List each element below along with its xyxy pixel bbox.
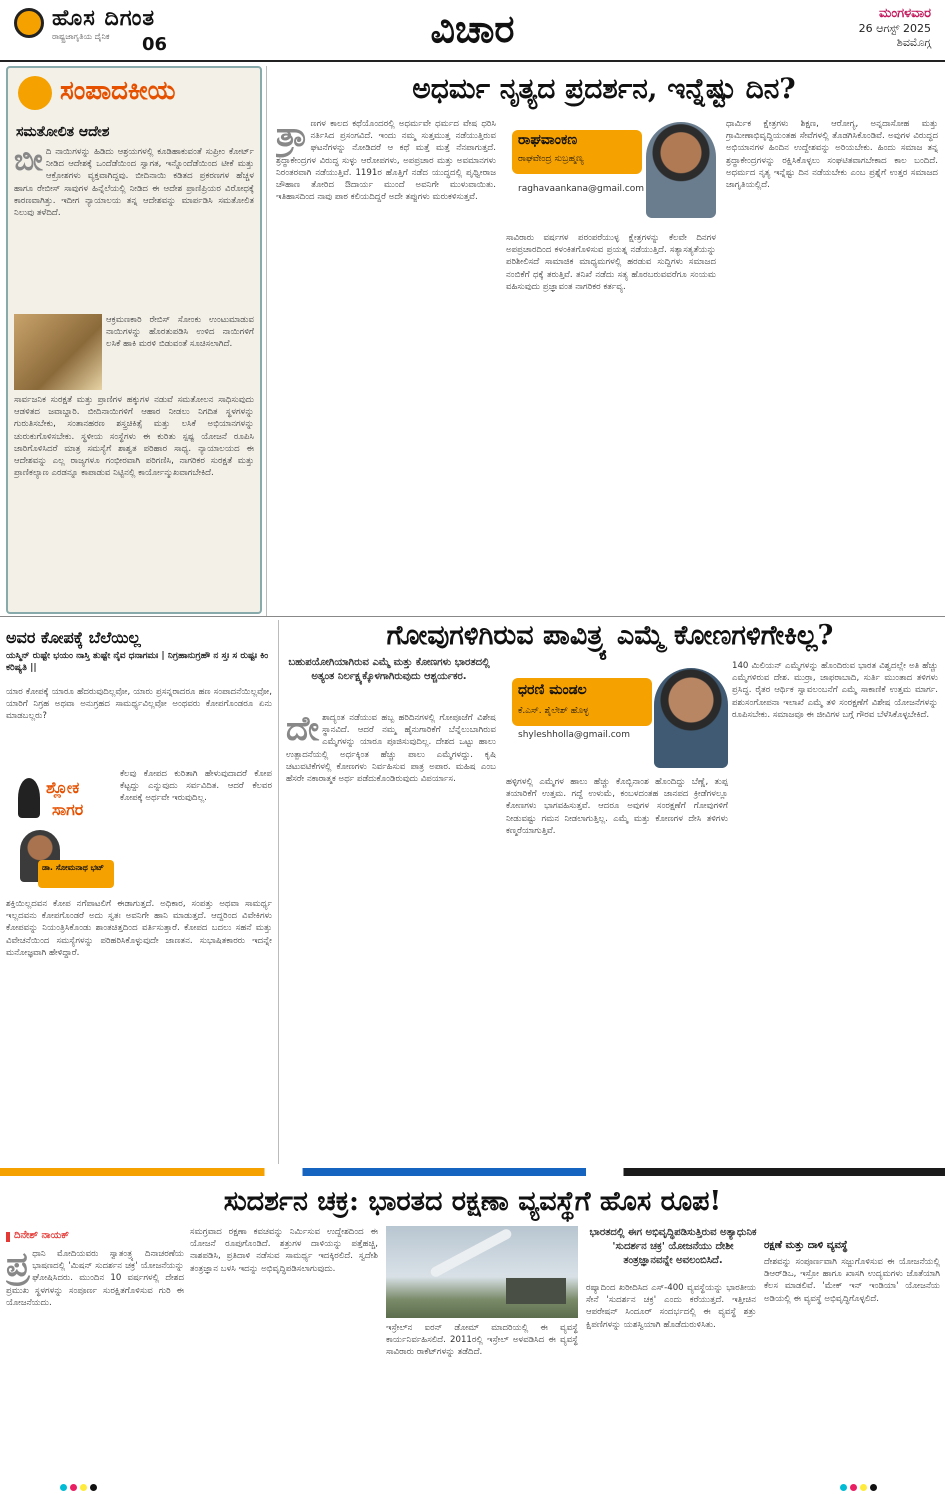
date-label: 26 ಆಗಸ್ಟ್ 2025 xyxy=(858,22,931,36)
edition-city: ಶಿವಮೊಗ್ಗ xyxy=(896,36,931,49)
author-photo xyxy=(654,668,728,768)
editorial-body-continued: ಸಾರ್ವಜನಿಕ ಸುರಕ್ಷತೆ ಮತ್ತು ಪ್ರಾಣಿಗಳ ಹಕ್ಕುಗಳ ನಡುವೆ ಸಮತೋಲನ ಸಾಧಿಸುವುದು ಆಡಳಿತದ ಜವಾಬ್ದಾರಿ. ಬೀದಿನಾಯಿಗಳಿಗೆ ಆಹಾರ ನೀಡಲು ನಿಗದಿತ ಸ್ಥಳಗಳನ್ನು ಗುರುತಿಸಬೇಕು, ಸಂತಾನಹರಣ ಶಸ್ತ್ರಚಿಕಿತ್ಸೆ ಮತ್ತು ಲಸಿಕೆ ಅಭಿಯಾನಗಳನ್ನು ಚುರುಕುಗೊಳಿಸಬೇಕು. ಸ್ಥಳೀಯ ಸಂಸ್ಥೆಗಳು ಈ ಕುರಿತು ಸ್ಪಷ್ಟ ಯೋಜನೆ ರೂಪಿಸಿ ಜಾರಿಗೊಳಿಸಿದರೆ ಮಾತ್ರ ಸಮಸ್ಯೆಗೆ ಶಾಶ್ವತ ಪರಿಹಾರ ಸಾಧ್ಯ. ನ್ಯಾಯಾಲಯದ ಈ ಆದೇಶವನ್ನು ಎಲ್ಲ ರಾಜ್ಯಗಳೂ ಗಂಭೀರವಾಗಿ ಪರಿಗಣಿಸಿ, ನಾಗರಿಕರ ಸುರಕ್ಷತೆ ಮತ್ತು ಪ್ರಾಣಿಕಲ್ಯಾಣ ಎರಡನ್ನೂ ಕಾಪಾಡುವ ನಿಟ್ಟಿನಲ್ಲಿ ಕಾರ್ಯೋನ್ಮುಖವಾಗಬೇಕಿದೆ. xyxy=(14,395,254,479)
stray-dogs-photo xyxy=(14,314,102,390)
oil-lamp-icon xyxy=(18,778,40,818)
article1-drop-cap: ತ್ರಾ xyxy=(276,118,308,155)
editorial-label: ಸಂಪಾದಕೀಯ xyxy=(60,76,176,106)
byline-author: ದಿನೇಶ್ ನಾಯಕ್ xyxy=(14,1230,70,1241)
registration-dot xyxy=(850,1484,857,1491)
article3-subhead: ರಕ್ಷಣೆ ಮತ್ತು ದಾಳಿ ವ್ಯವಸ್ಥೆ xyxy=(764,1240,848,1251)
article2-column-2: ಹಳ್ಳಿಗಳಲ್ಲಿ ಎಮ್ಮೆಗಳ ಹಾಲು ಹೆಚ್ಚು ಕೊಬ್ಬಿನಾಂಶ ಹೊಂದಿದ್ದು ಬೆಣ್ಣೆ, ತುಪ್ಪ ತಯಾರಿಕೆಗೆ ಉತ್ತಮ. ಗದ್ದೆ ಉಳುಮೆ, ಕಂಬಳದಂತಹ ಜಾನಪದ ಕ್ರೀಡೆಗಳಲ್ಲೂ ಕೋಣಗಳು ಭಾಗವಹಿಸುತ್ತವೆ. ಆದರೂ ಅವುಗಳ ಸಂರಕ್ಷಣೆಗೆ ಗೋವುಗಳಿಗೆ ನೀಡುವಷ್ಟು ಗಮನ ನೀಡಲಾಗುತ್ತಿಲ್ಲ. ಎಮ್ಮೆ ಮತ್ತು ಕೋಣಗಳ ದೇಸಿ ತಳಿಗಳು ಕಣ್ಮರೆಯಾಗುತ್ತಿವೆ. xyxy=(506,777,728,836)
day-label: ಮಂಗಳವಾರ xyxy=(878,6,931,21)
article3-column-2: ಸಮಗ್ರವಾದ ರಕ್ಷಣಾ ಕವಚವನ್ನು ನಿರ್ಮಿಸುವ ಉದ್ದೇಶದಿಂದ ಈ ಯೋಜನೆ ರೂಪುಗೊಂಡಿದೆ. ಶತ್ರುಗಳ ದಾಳಿಯನ್ನು ಪತ್ತೆಹಚ್ಚಿ, ನಾಶಪಡಿಸಿ, ಪ್ರತಿದಾಳಿ ನಡೆಸುವ ಸಾಮರ್ಥ್ಯ ಇದಕ್ಕಿರಲಿದೆ. ಸ್ವದೇಶಿ ತಂತ್ರಜ್ಞಾನ ಬಳಸಿ ಇದನ್ನು ಅಭಿವೃದ್ಧಿಪಡಿಸಲಾಗುವುದು. xyxy=(190,1227,378,1274)
article3-column-4: ರಷ್ಯಾದಿಂದ ಖರೀದಿಸಿದ ಎಸ್-400 ವ್ಯವಸ್ಥೆಯನ್ನು ಭಾರತೀಯ ಸೇನೆ 'ಸುದರ್ಶನ ಚಕ್ರ' ಎಂದು ಕರೆಯುತ್ತದೆ. ಇತ್ತೀಚಿನ ಆಪರೇಷನ್ ಸಿಂದೂರ್ ಸಂದರ್ಭದಲ್ಲಿ ಈ ವ್ಯವಸ್ಥೆ ಶತ್ರು ಕ್ಷಿಪಣಿಗಳನ್ನು ಯಶಸ್ವಿಯಾಗಿ ಹೊಡೆದುರುಳಿಸಿತು. xyxy=(586,1283,756,1330)
editorial-header xyxy=(10,70,258,118)
editorial-body-side: ಆಕ್ರಮಣಕಾರಿ ರೇಬಿಸ್ ಸೋಂಕು ಉಂಟುಮಾಡುವ ನಾಯಿಗಳನ್ನು ಹೊರತುಪಡಿಸಿ ಉಳಿದ ನಾಯಿಗಳಿಗೆ ಲಸಿಕೆ ಹಾಕಿ ಮರಳಿ ಬಿಡುವಂತೆ ಸೂಚಿಸಲಾಗಿದೆ. xyxy=(106,315,254,350)
article1-column-3: ಧಾರ್ಮಿಕ ಕ್ಷೇತ್ರಗಳು ಶಿಕ್ಷಣ, ಆರೋಗ್ಯ, ಅನ್ನದಾಸೋಹ ಮತ್ತು ಗ್ರಾಮೀಣಾಭಿವೃದ್ಧಿಯಂತಹ ಸೇವೆಗಳಲ್ಲಿ ತೊಡಗಿಸಿಕೊಂಡಿವೆ. ಅವುಗಳ ವಿರುದ್ಧದ ಅಭಿಯಾನಗಳ ಹಿಂದಿನ ಉದ್ದೇಶವನ್ನು ಅರಿಯಬೇಕು. ಹಿಂದು ಸಮಾಜ ತನ್ನ ಶ್ರದ್ಧಾಕೇಂದ್ರಗಳನ್ನು ರಕ್ಷಿಸಿಕೊಳ್ಳಲು ಸಂಘಟಿತವಾಗಬೇಕಾದ ಕಾಲ ಬಂದಿದೆ. ಅಧರ್ಮದ ನೃತ್ಯ ಇನ್ನೆಷ್ಟು ದಿನ ನಡೆಯಬೇಕು ಎಂಬ ಪ್ರಶ್ನೆಗೆ ಉತ್ತರ ಸಮಾಜದ ಜಾಗೃತಿಯಲ್ಲಿದೆ. xyxy=(726,119,938,191)
date-box xyxy=(859,6,931,50)
missile-icon xyxy=(429,1227,513,1278)
column-divider xyxy=(266,66,267,616)
author-name: ಕೆ.ಎಸ್. ಶೈಲೇಶ್ ಹೊಳ್ಳ xyxy=(518,706,589,716)
shloka-label: ಶ್ಲೋಕ xyxy=(46,778,80,797)
article1-headline[interactable]: ಅಧರ್ಮ ನೃತ್ಯದ ಪ್ರದರ್ಶನ, ಇನ್ನೆಷ್ಟು ದಿನ? xyxy=(412,72,796,105)
color-strip xyxy=(0,1168,945,1176)
editorial-body xyxy=(14,146,254,312)
article3-drop-cap: ಪ್ರ xyxy=(6,1248,30,1285)
article1-column-2: ಸಾವಿರಾರು ವರ್ಷಗಳ ಪರಂಪರೆಯುಳ್ಳ ಕ್ಷೇತ್ರಗಳನ್ನು ಕೆಲವೇ ದಿನಗಳ ಅಪಪ್ರಚಾರದಿಂದ ಕಳಂಕಿತಗೊಳಿಸುವ ಪ್ರಯತ್ನ ನಡೆಯುತ್ತಿದೆ. ಸತ್ಯಾಸತ್ಯತೆಯನ್ನು ಪರಿಶೀಲಿಸದೆ ಸಾಮಾಜಿಕ ಮಾಧ್ಯಮಗಳಲ್ಲಿ ಹರಡುವ ಸುದ್ದಿಗಳು ಸಮಾಜದ ನಂಬಿಕೆಗೆ ಧಕ್ಕೆ ತರುತ್ತಿವೆ. ತನಿಖೆ ನಡೆದು ಸತ್ಯ ಹೊರಬರುವವರೆಗೂ ಸಂಯಮ ವಹಿಸುವುದು ಪ್ರಜ್ಞಾವಂತ ನಾಗರಿಕರ ಕರ್ತವ್ಯ. xyxy=(506,233,716,292)
article2-headline[interactable]: ಗೋವುಗಳಿಗಿರುವ ಪಾವಿತ್ರ್ಯ ಎಮ್ಮೆ ಕೋಣಗಳಿಗೇಕಿಲ್ಲ? xyxy=(386,620,834,651)
column-name: ಧರಣಿ ಮಂಡಲ xyxy=(518,682,587,698)
article2-drop-cap: ದೇ xyxy=(286,712,320,749)
editorial-paragraph: ದಿ ನಾಯಿಗಳನ್ನು ಹಿಡಿದು ಆಶ್ರಯಗಳಲ್ಲಿ ಕೂಡಿಹಾಕುವಂತೆ ಸುಪ್ರೀಂ ಕೋರ್ಟ್ ನೀಡಿದ ಆದೇಶಕ್ಕೆ ಒಂದೆಡೆಯಿಂದ ಸ್ವಾಗತ, ಇನ್ನೊಂದೆಡೆಯಿಂದ ಟೀಕೆ ಮತ್ತು ಆಕ್ರೋಶಗಳು ವ್ಯಕ್ತವಾಗಿದ್ದವು. ಬೀದಿನಾಯಿ ಕಡಿತದ ಪ್ರಕರಣಗಳ ಹೆಚ್ಚಳ ಹಾಗೂ ರೇಬೀಸ್ ಸಾವುಗಳ ಹಿನ್ನೆಲೆಯಲ್ಲಿ ನೀಡಿದ ಈ ಆದೇಶ ಪ್ರಾಣಿಪ್ರಿಯರ ವಿರೋಧಕ್ಕೆ ಕಾರಣವಾಗಿತ್ತು. ಇದೀಗ ನ್ಯಾಯಾಲಯ ತನ್ನ ಆದೇಶವನ್ನು ಮಾರ್ಪಡಿಸಿ ಸಮತೋಲಿತ ನಿಲುವು ತಳೆದಿದೆ. xyxy=(14,147,254,219)
registration-dot xyxy=(60,1484,67,1491)
article2-author-card xyxy=(506,660,732,772)
registration-dot xyxy=(870,1484,877,1491)
column-body-side: ಕೆಲವು ಕೋಪದ ಕುರಿತಾಗಿ ಹೇಳುವುದಾದರೆ ಕೋಪ ಕೆಟ್ಟದ್ದು ಎನ್ನುವುದು ಸರ್ವವಿದಿತ. ಆದರೆ ಕೆಲವರ ಕೋಪಕ್ಕೆ ಅರ್ಥವೇ ಇರುವುದಿಲ್ಲ. xyxy=(120,769,272,804)
article1-author-card xyxy=(506,118,716,228)
shloka-quote: ಯಸ್ಮಿನ್ ರುಷ್ಟೇ ಭಯಂ ನಾಸ್ತಿ ತುಷ್ಟೇ ನೈವ ಧನಾಗಮಃ | ನಿಗ್ರಹಾನುಗ್ರಹೌ ನ ಸ್ತಃ ಸ ರುಷ್ಟಃ ಕಿಂ ಕರಿಷ್ಯತಿ || xyxy=(6,651,269,674)
shloka-sagara-badge xyxy=(8,768,116,892)
paper-tagline: ರಾಷ್ಟ್ರಜಾಗೃತಿಯ ದೈನಿಕ xyxy=(52,32,110,41)
article3-text-1: ಧಾನಿ ಮೋದಿಯವರು ಸ್ವಾತಂತ್ರ್ಯ ದಿನಾಚರಣೆಯ ಭಾಷಣದಲ್ಲಿ 'ಮಿಷನ್ ಸುದರ್ಶನ ಚಕ್ರ' ಯೋಜನೆಯನ್ನು ಘೋಷಿಸಿದರು. ಮುಂದಿನ 10 ವರ್ಷಗಳಲ್ಲಿ ದೇಶದ ಪ್ರಮುಖ ಸ್ಥಳಗಳನ್ನು ಸಂಪೂರ್ಣ ಸುರಕ್ಷಿತಗೊಳಿಸುವ ಗುರಿ ಈ ಯೋಜನೆಯದು. xyxy=(6,1249,184,1308)
article2-column-1 xyxy=(286,712,496,1168)
registration-dot xyxy=(70,1484,77,1491)
article2-column-3: 140 ಮಿಲಿಯನ್ ಎಮ್ಮೆಗಳನ್ನು ಹೊಂದಿರುವ ಭಾರತ ವಿಶ್ವದಲ್ಲೇ ಅತಿ ಹೆಚ್ಚು ಎಮ್ಮೆಗಳಿರುವ ದೇಶ. ಮುರ್ರಾ, ಜಾಫರಾಬಾದಿ, ಸುರ್ತಿ ಮುಂತಾದ ತಳಿಗಳು ಪ್ರಸಿದ್ಧ. ರೈತರ ಆರ್ಥಿಕ ಸ್ವಾವಲಂಬನೆಗೆ ಎಮ್ಮೆ ಸಾಕಾಣಿಕೆ ಉತ್ತಮ ಮಾರ್ಗ. ಪಶುಸಂಗೋಪನಾ ಇಲಾಖೆ ಎಮ್ಮೆ ತಳಿ ಸಂರಕ್ಷಣೆಗೆ ವಿಶೇಷ ಯೋಜನೆಗಳನ್ನು ರೂಪಿಸಬೇಕು. ಸಮಾಜವೂ ಈ ಜೀವಿಗಳ ಬಗ್ಗೆ ಗೌರವ ಬೆಳೆಸಿಕೊಳ್ಳಬೇಕಿದೆ. xyxy=(732,661,938,720)
editorial-headline[interactable]: ಸಮತೋಲಿತ ಆದೇಶ xyxy=(16,124,110,140)
page-number: 06 xyxy=(142,34,168,55)
article2-text-1: ಶಾದ್ಯಂತ ನಡೆಯುವ ಹಬ್ಬ ಹರಿದಿನಗಳಲ್ಲಿ ಗೋಪೂಜೆಗೆ ವಿಶೇಷ ಸ್ಥಾನವಿದೆ. ಆದರೆ ನಮ್ಮ ಹೈನುಗಾರಿಕೆಗೆ ಬೆನ್ನೆಲುಬಾಗಿರುವ ಎಮ್ಮೆಗಳನ್ನು ಯಾರೂ ಪೂಜಿಸುವುದಿಲ್ಲ. ದೇಶದ ಒಟ್ಟು ಹಾಲು ಉತ್ಪಾದನೆಯಲ್ಲಿ ಅರ್ಧಕ್ಕಿಂತ ಹೆಚ್ಚು ಪಾಲು ಎಮ್ಮೆಗಳದ್ದು. ಕೃಷಿ ಚಟುವಟಿಕೆಗಳಲ್ಲಿ ಕೋಣಗಳು ನಿರ್ವಹಿಸುವ ಪಾತ್ರ ಅಪಾರ. ಮಹಿಷ ಎಂಬ ಹೆಸರೇ ನಕಾರಾತ್ಮಕ ಅರ್ಥ ಪಡೆದುಕೊಂಡಿರುವುದು ವಿಪರ್ಯಾಸ. xyxy=(286,713,496,785)
launcher-icon xyxy=(506,1278,566,1304)
editorial-emblem-icon xyxy=(18,76,52,110)
section-title: ವಿಚಾರ xyxy=(430,6,515,51)
author-name: ಡಾ. ಸೋಮನಾಥ ಭಟ್ xyxy=(38,860,114,888)
column-name: ರಾಘವಾಂಕಣ xyxy=(518,132,578,148)
article1-column-1 xyxy=(276,118,496,598)
registration-dot xyxy=(860,1484,867,1491)
registration-dot xyxy=(80,1484,87,1491)
column-body-continued: ಶಕ್ತಿಯಿಲ್ಲದವನ ಕೋಪ ನಗೆಪಾಟಲಿಗೆ ಈಡಾಗುತ್ತದೆ. ಅಧಿಕಾರ, ಸಂಪತ್ತು ಅಥವಾ ಸಾಮರ್ಥ್ಯ ಇಲ್ಲದವನು ಕೋಪಗೊಂಡರೆ ಅದು ಸ್ವತಃ ಅವನಿಗೇ ಹಾನಿ ಮಾಡುತ್ತದೆ. ಆದ್ದರಿಂದ ವಿವೇಕಿಗಳು ಕೋಪವನ್ನು ನಿಯಂತ್ರಿಸಿಕೊಂಡು ಶಾಂತಚಿತ್ತದಿಂದ ವರ್ತಿಸುತ್ತಾರೆ. ಕೋಪದ ಬದಲು ಸಹನೆ ಮತ್ತು ವಿವೇಚನೆಯಿಂದ ಸಮಸ್ಯೆಗಳನ್ನು ಪರಿಹರಿಸಿಕೊಳ್ಳುವುದೇ ಜಾಣತನ. ಸುಭಾಷಿತಕಾರರು ಇದನ್ನೇ ಮನೋಜ್ಞವಾಗಿ ಹೇಳಿದ್ದಾರೆ. xyxy=(6,899,272,958)
article3-pull-quote: ಭಾರತದಲ್ಲಿ ಈಗ ಅಭಿವೃದ್ಧಿಪಡಿಸುತ್ತಿರುವ ಅತ್ಯಾಧುನಿಕ 'ಸುದರ್ಶನ ಚಕ್ರ' ಯೋಜನೆಯು ದೇಶೀ ತಂತ್ರಜ್ಞಾನವನ್ನೇ ಅವಲಂಬಿಸಿದೆ. xyxy=(589,1227,757,1266)
article3-column-1 xyxy=(6,1248,184,1482)
article1-text-1: ಣಗಳ ಕಾಲದ ಕಥೆಯೊಂದರಲ್ಲಿ ಅಧರ್ಮವೇ ಧರ್ಮದ ವೇಷ ಧರಿಸಿ ನರ್ತಿಸಿದ ಪ್ರಸಂಗವಿದೆ. ಇಂದು ನಮ್ಮ ಸುತ್ತಮುತ್ತ ನಡೆಯುತ್ತಿರುವ ಘಟನೆಗಳನ್ನು ನೋಡಿದರೆ ಆ ಕಥೆ ಮತ್ತೆ ಮತ್ತೆ ನೆನಪಾಗುತ್ತದೆ. ಶ್ರದ್ಧಾಕೇಂದ್ರಗಳ ವಿರುದ್ಧ ಸುಳ್ಳು ಆರೋಪಗಳು, ಅಪಪ್ರಚಾರ ಮತ್ತು ಅವಮಾನಗಳು ನಿರಂತರವಾಗಿ ನಡೆಯುತ್ತಿವೆ. 1191ರ ಹೊತ್ತಿಗೆ ನಡೆದ ಯುದ್ಧದಲ್ಲಿ ಪೃಥ್ವೀರಾಜ ಚೌಹಾಣ ತೋರಿದ ಔದಾರ್ಯ ಮುಂದೆ ಅವನಿಗೇ ಮುಳುವಾಯಿತು. ಇತಿಹಾಸದಿಂದ ನಾವು ಪಾಠ ಕಲಿಯದಿದ್ದರೆ ಅದೇ ತಪ್ಪುಗಳು ಮರುಕಳಿಸುತ್ತವೆ. xyxy=(276,119,496,203)
missile-launch-photo xyxy=(386,1226,578,1318)
author-email[interactable]: shyleshholla@gmail.com xyxy=(518,730,630,740)
author-email[interactable]: raghavaankana@gmail.com xyxy=(518,184,645,194)
registration-dot xyxy=(840,1484,847,1491)
article2-deck: ಬಹುಪಯೋಗಿಯಾಗಿರುವ ಎಮ್ಮೆ ಮತ್ತು ಕೋಣಗಳು ಭಾರತದಲ್ಲಿ ಅತ್ಯಂತ ನಿರ್ಲಕ್ಷ್ಯಕ್ಕೊಳಗಾಗಿರುವುದು ಆಶ್ಚರ್ಯಕರ. xyxy=(288,657,490,682)
section-divider xyxy=(0,616,945,617)
registration-dot xyxy=(90,1484,97,1491)
editorial-drop-cap: ಬೀ xyxy=(14,146,43,178)
column-body: ಯಾರ ಕೋಪಕ್ಕೆ ಯಾರೂ ಹೆದರುವುದಿಲ್ಲವೋ, ಯಾರು ಪ್ರಸನ್ನರಾದರೂ ಹಣ ಸಂಪಾದನೆಯಿಲ್ಲವೋ, ಯಾರಿಗೆ ನಿಗ್ರಹ ಅಥವಾ ಅನುಗ್ರಹದ ಸಾಮರ್ಥ್ಯವಿಲ್ಲವೋ ಅಂಥವರು ಕೋಪಗೊಂಡರೂ ಏನು ಮಾಡಬಲ್ಲರು? xyxy=(6,687,272,722)
author-photo xyxy=(646,122,716,218)
byline-marker xyxy=(6,1232,10,1242)
column-divider xyxy=(278,620,279,1164)
paper-name: ಹೊಸ ದಿಗಂತ xyxy=(52,6,156,31)
author-name: ರಾಘವೇಂದ್ರ ಸುಬ್ರಹ್ಮಣ್ಯ xyxy=(518,154,584,164)
article3-column-5: ದೇಶವನ್ನು ಸಂಪೂರ್ಣವಾಗಿ ಸಜ್ಜುಗೊಳಿಸುವ ಈ ಯೋಜನೆಯಲ್ಲಿ ಡಿಆರ್‌ಡಿಒ, ಇಸ್ರೋ ಹಾಗೂ ಖಾಸಗಿ ಉದ್ಯಮಗಳು ಜೊತೆಯಾಗಿ ಕೆಲಸ ಮಾಡಲಿವೆ. 'ಮೇಕ್ ಇನ್ ಇಂಡಿಯಾ' ಯೋಜನೆಯ ಅಡಿಯಲ್ಲಿ ಈ ವ್ಯವಸ್ಥೆ ಅಭಿವೃದ್ಧಿಗೊಳ್ಳಲಿದೆ. xyxy=(764,1257,940,1304)
sagara-label: ಸಾಗರ xyxy=(52,800,84,819)
article3-column-3: ಇಸ್ರೇಲ್‌ನ ಐರನ್ ಡೋಮ್ ಮಾದರಿಯಲ್ಲಿ ಈ ವ್ಯವಸ್ಥೆ ಕಾರ್ಯನಿರ್ವಹಿಸಲಿದೆ. 2011ರಲ್ಲಿ ಇಸ್ರೇಲ್ ಅಳವಡಿಸಿದ ಈ ವ್ಯವಸ್ಥೆ ಸಾವಿರಾರು ರಾಕೆಟ್‌ಗಳನ್ನು ತಡೆದಿದೆ. xyxy=(386,1323,578,1358)
article3-headline[interactable]: ಸುದರ್ಶನ ಚಕ್ರ: ಭಾರತದ ರಕ್ಷಣಾ ವ್ಯವಸ್ಥೆಗೆ ಹೊಸ ರೂಪ! xyxy=(223,1186,722,1217)
column-headline[interactable]: ಅವರ ಕೋಪಕ್ಕೆ ಬೆಲೆಯಿಲ್ಲ xyxy=(6,628,141,647)
article3-byline xyxy=(6,1228,166,1244)
